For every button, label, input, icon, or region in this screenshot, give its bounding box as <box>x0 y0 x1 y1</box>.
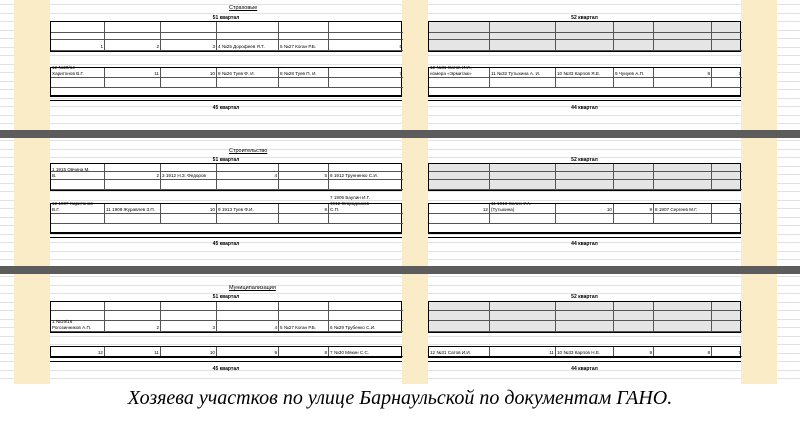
table-cell[interactable] <box>429 321 490 332</box>
quarter-strip <box>428 95 741 101</box>
table-cell[interactable] <box>490 311 556 321</box>
table-cell[interactable] <box>490 33 556 40</box>
table-cell[interactable] <box>654 40 712 51</box>
table-cell[interactable] <box>279 214 329 224</box>
table-cell[interactable] <box>217 33 279 40</box>
grid-line <box>0 370 800 371</box>
block-top-right <box>428 21 741 52</box>
table-cell[interactable] <box>654 33 712 40</box>
table-cell[interactable] <box>161 78 217 88</box>
table-cell[interactable] <box>279 172 329 180</box>
quarter-label-bottom: 45 квартал <box>212 366 240 372</box>
cell-text: 8 <box>707 71 710 76</box>
table-cell[interactable] <box>51 214 105 224</box>
grid-line <box>0 115 800 116</box>
cell-text: 8 <box>324 350 327 355</box>
block-bottom-right <box>428 203 741 234</box>
cell-text: 11 №32 Тутыхина А. И. <box>491 71 541 76</box>
table-cell[interactable] <box>429 302 490 311</box>
table-cell[interactable] <box>614 302 654 311</box>
table-cell[interactable] <box>217 204 279 214</box>
cell-text: 10 №33 Карпов Я.Е. <box>557 71 601 76</box>
table-cell[interactable] <box>654 78 712 88</box>
table-cell[interactable] <box>217 214 279 224</box>
table-cell[interactable] <box>329 311 403 321</box>
cell-text: 12 1907 Харитонов В.Г. <box>52 201 93 212</box>
table-cell[interactable] <box>51 22 105 33</box>
block-bottom-right <box>428 67 741 97</box>
cell-text: 11 <box>154 350 159 355</box>
cell-text: 7 <box>738 350 741 355</box>
table-cell[interactable] <box>556 164 614 172</box>
table-cell[interactable] <box>105 311 161 321</box>
table-cell[interactable] <box>614 214 654 224</box>
table-cell[interactable] <box>161 302 217 311</box>
cell-text: 1 <box>100 44 103 49</box>
table-cell[interactable] <box>329 78 403 88</box>
grid-line <box>0 200 800 201</box>
table-cell[interactable] <box>614 22 654 33</box>
table-cell[interactable] <box>614 33 654 40</box>
grid-line <box>0 336 800 337</box>
table-cell[interactable] <box>329 302 403 311</box>
grid-line <box>0 140 800 141</box>
section-title: Муниципализация <box>229 285 276 291</box>
column-band-right <box>741 0 777 384</box>
table-cell[interactable] <box>614 321 654 332</box>
table-cell[interactable] <box>279 40 329 51</box>
grid-line <box>0 123 800 124</box>
table-cell[interactable] <box>556 22 614 33</box>
table-cell[interactable] <box>556 204 614 214</box>
table-cell[interactable] <box>51 33 105 40</box>
table-cell[interactable] <box>490 40 556 51</box>
cell-text: 5 <box>324 173 327 178</box>
grid-line <box>0 157 800 158</box>
cell-text: 7 <box>399 71 402 76</box>
quarter-strip <box>428 356 741 362</box>
cell-text: 9 <box>274 350 277 355</box>
figure-caption: Хозяева участков по улице Барнаульской по документам ГАНО. <box>127 387 673 409</box>
table-cell[interactable] <box>161 321 217 332</box>
table-cell[interactable] <box>429 204 490 214</box>
cell-text: 8 №28 Туев П. И. <box>280 71 317 76</box>
cell-text: 4 <box>274 173 277 178</box>
grid-line <box>0 242 800 243</box>
table-cell[interactable] <box>712 204 742 214</box>
table-cell[interactable] <box>614 40 654 51</box>
table-cell[interactable] <box>712 321 742 332</box>
table-cell[interactable] <box>51 167 105 180</box>
table-cell[interactable] <box>279 311 329 321</box>
table-cell[interactable] <box>105 164 161 172</box>
table-cell[interactable] <box>712 22 742 33</box>
cell-text: 7 <box>738 207 741 212</box>
cell-text: 5 №27 Коган Р.Б. <box>280 325 317 330</box>
table-cell[interactable] <box>429 33 490 40</box>
table-cell[interactable] <box>556 311 614 321</box>
table-cell[interactable] <box>654 164 712 172</box>
table-cell[interactable] <box>712 33 742 40</box>
cell-text: 3 1912 Н.З. Федоров <box>162 173 206 178</box>
quarter-label-bottom: 44 квартал <box>571 105 598 111</box>
quarter-label-bottom: 44 квартал <box>571 366 598 372</box>
cell-text: 9 1913 Туев Ф.И. <box>218 207 254 212</box>
table-cell[interactable] <box>490 214 556 224</box>
table-cell[interactable] <box>429 40 490 51</box>
cell-text: 6 1912 Трунненко С.И. <box>330 173 378 178</box>
table-cell[interactable] <box>712 214 742 224</box>
table-cell[interactable] <box>712 311 742 321</box>
table-cell[interactable] <box>654 302 712 311</box>
table-cell[interactable] <box>429 311 490 321</box>
table-cell[interactable] <box>712 180 742 190</box>
table-cell[interactable] <box>279 22 329 33</box>
table-cell[interactable] <box>161 40 217 51</box>
table-cell[interactable] <box>105 68 161 78</box>
table-cell[interactable] <box>614 78 654 88</box>
column-band-left <box>14 0 50 384</box>
grid-line <box>0 4 800 5</box>
cell-text: 12 №31 Сатов И.И. <box>430 350 472 355</box>
cell-text: 5 №27 Коган Р.Б. <box>280 44 317 49</box>
cell-text: 2 <box>156 325 159 330</box>
block-top-left <box>50 163 402 191</box>
cell-text: 1 №19/16 Рогозинников А.П. <box>52 319 92 330</box>
grid-line <box>0 149 800 150</box>
table-cell[interactable] <box>614 164 654 172</box>
table-cell[interactable] <box>105 302 161 311</box>
table-cell[interactable] <box>490 321 556 332</box>
table-cell[interactable] <box>556 40 614 51</box>
block-top-right <box>428 163 741 191</box>
quarter-strip <box>50 356 402 362</box>
table-cell[interactable] <box>161 204 217 214</box>
quarter-label-bottom: 45 квартал <box>212 105 240 111</box>
table-cell[interactable] <box>490 164 556 172</box>
table-cell[interactable] <box>556 302 614 311</box>
grid-line <box>0 13 800 14</box>
cell-text: 9 <box>649 350 652 355</box>
block-bottom-left <box>50 195 402 234</box>
grid-line <box>0 285 800 286</box>
table-cell[interactable] <box>614 204 654 214</box>
table-cell[interactable] <box>490 201 556 214</box>
cell-text: 10 <box>606 207 612 212</box>
table-cell[interactable] <box>279 302 329 311</box>
cell-text: 12 <box>97 350 103 355</box>
table-cell[interactable] <box>329 33 403 40</box>
quarter-label-bottom: 44 квартал <box>571 241 598 247</box>
quarter-label-top: 52 квартал <box>571 294 598 300</box>
table-cell[interactable] <box>279 164 329 172</box>
cell-text: 12 <box>482 207 488 212</box>
section-separator <box>0 266 800 274</box>
cell-text: 6 №29 Трубенко С.И. <box>330 325 376 330</box>
table-cell[interactable] <box>429 65 490 78</box>
quarter-label-top: 51 квартал <box>212 15 240 21</box>
table-cell[interactable] <box>490 78 556 88</box>
table-cell[interactable] <box>105 204 161 214</box>
table-cell[interactable] <box>654 22 712 33</box>
cell-text: 9 <box>649 207 652 212</box>
cell-text: 7 1905 Баулин И.Г. 1912 Огородников С.П. <box>330 195 370 212</box>
block-top-left <box>50 301 402 333</box>
table-cell[interactable] <box>614 311 654 321</box>
table-cell[interactable] <box>279 78 329 88</box>
section-title: Строительство <box>229 148 268 154</box>
table-cell[interactable] <box>429 172 490 180</box>
table-cell[interactable] <box>654 321 712 332</box>
table-cell[interactable] <box>429 214 490 224</box>
cell-text: 10 <box>209 71 215 76</box>
table-cell[interactable] <box>614 180 654 190</box>
section-title: Страховые <box>229 5 258 11</box>
cell-text: 4 №25 Дорофеев Я.Т. <box>218 44 265 49</box>
table-cell[interactable] <box>161 68 217 78</box>
table-cell[interactable] <box>161 33 217 40</box>
grid-line <box>0 55 800 56</box>
grid-line <box>0 344 800 345</box>
table-cell[interactable] <box>51 302 105 311</box>
table-cell[interactable] <box>712 68 742 78</box>
column-band-middle <box>402 0 428 384</box>
table-cell[interactable] <box>217 172 279 180</box>
table-cell[interactable] <box>490 180 556 190</box>
quarter-strip <box>50 95 402 101</box>
grid-line <box>0 106 800 107</box>
table-cell[interactable] <box>217 311 279 321</box>
quarter-label-bottom: 45 квартал <box>212 241 240 247</box>
table-cell[interactable] <box>654 172 712 180</box>
table-cell[interactable] <box>654 214 712 224</box>
table-cell[interactable] <box>329 214 403 224</box>
table-cell[interactable] <box>279 33 329 40</box>
table-cell[interactable] <box>329 180 403 190</box>
table-cell[interactable] <box>654 68 712 78</box>
table-cell[interactable] <box>217 164 279 172</box>
table-cell[interactable] <box>279 68 329 78</box>
quarter-strip <box>428 232 741 238</box>
grid-line <box>0 251 800 252</box>
table-cell[interactable] <box>712 40 742 51</box>
cell-text: 1 1915 Овчина М. В. <box>52 167 90 178</box>
table-cell[interactable] <box>654 204 712 214</box>
table-cell[interactable] <box>217 321 279 332</box>
table-cell[interactable] <box>556 68 614 78</box>
table-cell[interactable] <box>105 214 161 224</box>
table-cell[interactable] <box>556 172 614 180</box>
table-cell[interactable] <box>279 180 329 190</box>
table-cell[interactable] <box>556 33 614 40</box>
table-cell[interactable] <box>329 68 403 78</box>
block-top-left <box>50 21 402 52</box>
table-cell[interactable] <box>329 22 403 33</box>
grid-line <box>0 293 800 294</box>
table-cell[interactable] <box>217 180 279 190</box>
cell-text: 9 №26 Туев Ф. И. <box>218 71 255 76</box>
quarter-strip <box>50 232 402 238</box>
table-cell[interactable] <box>105 180 161 190</box>
table-cell[interactable] <box>490 172 556 180</box>
grid-line <box>0 276 800 277</box>
table-cell[interactable] <box>161 164 217 172</box>
table-cell[interactable] <box>161 311 217 321</box>
table-cell[interactable] <box>712 78 742 88</box>
table-cell[interactable] <box>279 204 329 214</box>
table-cell[interactable] <box>105 172 161 180</box>
table-cell[interactable] <box>51 321 105 332</box>
grid-line <box>0 64 800 65</box>
table-cell[interactable] <box>105 321 161 332</box>
table-cell[interactable] <box>329 172 403 180</box>
cell-text: 12 №20/14 Харитонов В.Г. <box>52 65 84 76</box>
table-cell[interactable] <box>105 33 161 40</box>
table-cell[interactable] <box>51 65 105 78</box>
quarter-label-top: 51 квартал <box>212 294 240 300</box>
table-cell[interactable] <box>329 195 403 214</box>
table-cell[interactable] <box>51 180 105 190</box>
table-cell[interactable] <box>329 164 403 172</box>
table-cell[interactable] <box>51 40 105 51</box>
table-cell[interactable] <box>161 172 217 180</box>
quarter-label-top: 52 квартал <box>571 157 598 163</box>
cell-text: 10 <box>209 207 215 212</box>
cell-text: 4 <box>274 325 277 330</box>
cell-text: 11 1909 Журавлев З.П. <box>106 207 156 212</box>
cell-text: 11 <box>549 350 554 355</box>
table-cell[interactable] <box>161 180 217 190</box>
table-cell[interactable] <box>217 40 279 51</box>
block-bottom-left <box>50 67 402 97</box>
table-cell[interactable] <box>654 311 712 321</box>
table-cell[interactable] <box>429 164 490 172</box>
table-cell[interactable] <box>556 214 614 224</box>
table-cell[interactable] <box>161 214 217 224</box>
cell-text: 11 1916 Селин У.А. (Тутыхина) <box>491 201 532 212</box>
table-cell[interactable] <box>105 22 161 33</box>
table-cell[interactable] <box>614 68 654 78</box>
cell-text: 11 <box>154 71 159 76</box>
cell-text: 7 №30 Мякин С.С. <box>330 350 370 355</box>
cell-text: 9 Чуиуев А.П. <box>615 71 645 76</box>
quarter-label-top: 52 квартал <box>571 15 598 21</box>
cell-text: 2 <box>156 44 159 49</box>
cell-text: 3 <box>212 44 215 49</box>
table-cell[interactable] <box>654 180 712 190</box>
cell-text: 8 1907 Сергеев М.Г. <box>655 207 698 212</box>
table-cell[interactable] <box>217 22 279 33</box>
table-cell[interactable] <box>217 78 279 88</box>
quarter-label-top: 51 квартал <box>212 157 240 163</box>
grid-line <box>0 191 800 192</box>
cell-text: 8 <box>324 207 327 212</box>
table-cell[interactable] <box>556 78 614 88</box>
grid-line <box>0 259 800 260</box>
table-cell[interactable] <box>217 68 279 78</box>
section-separator <box>0 130 800 138</box>
table-cell[interactable] <box>712 172 742 180</box>
table-cell[interactable] <box>161 22 217 33</box>
table-cell[interactable] <box>712 164 742 172</box>
table-cell[interactable] <box>105 40 161 51</box>
table-cell[interactable] <box>490 22 556 33</box>
block-top-right <box>428 301 741 333</box>
table-cell[interactable] <box>51 78 105 88</box>
table-cell[interactable] <box>51 201 105 214</box>
table-cell[interactable] <box>490 302 556 311</box>
cell-text: 10 <box>209 350 215 355</box>
cell-text: 12 №31 Сатов И.И., номера «Эрмитаж» <box>430 65 473 76</box>
table-cell[interactable] <box>712 302 742 311</box>
table-cell[interactable] <box>329 321 403 332</box>
cell-text: 6 <box>399 44 402 49</box>
table-cell[interactable] <box>105 78 161 88</box>
table-cell[interactable] <box>490 68 556 78</box>
cell-text: 10 №33 Карпов Н.Е. <box>557 350 601 355</box>
table-cell[interactable] <box>429 22 490 33</box>
cell-text: 2 <box>156 173 159 178</box>
cell-text: 7 <box>738 71 741 76</box>
table-cell[interactable] <box>429 78 490 88</box>
table-cell[interactable] <box>556 321 614 332</box>
table-cell[interactable] <box>279 321 329 332</box>
table-cell[interactable] <box>329 40 403 51</box>
cell-text: 3 <box>212 325 215 330</box>
table-cell[interactable] <box>429 180 490 190</box>
table-cell[interactable] <box>614 172 654 180</box>
grid-line <box>0 378 800 379</box>
table-cell[interactable] <box>556 180 614 190</box>
table-cell[interactable] <box>217 302 279 311</box>
cell-text: 8 <box>707 350 710 355</box>
